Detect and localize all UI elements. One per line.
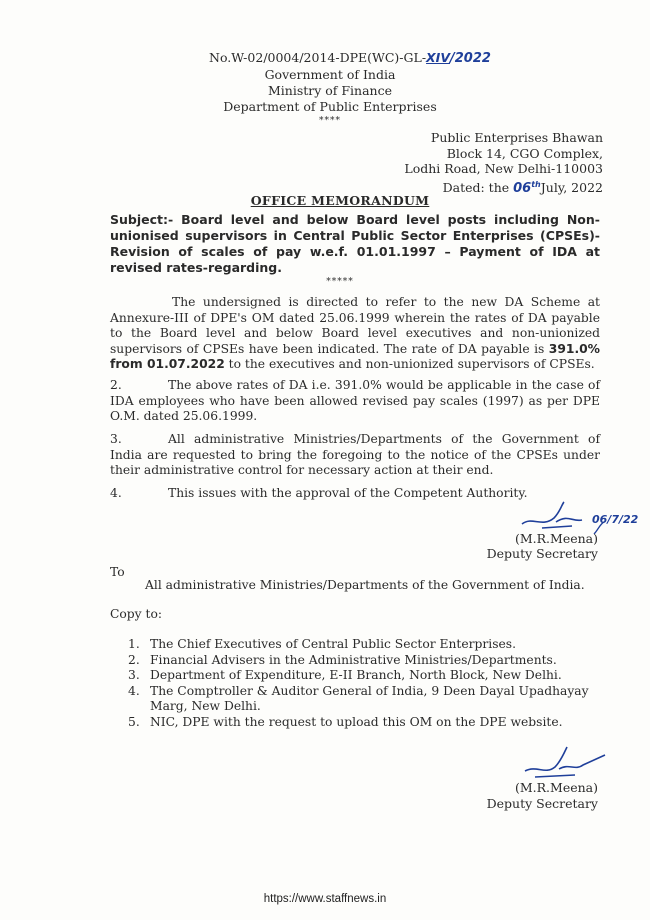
- to-recipient: All administrative Ministries/Departments of the Government of India.: [145, 578, 585, 592]
- address-block: [303, 130, 603, 196]
- department-name: Department of Public Enterprises: [223, 99, 437, 114]
- dated-line: Dated: the 06thJuly, 2022: [442, 179, 603, 196]
- signature-1-designation: Deputy Secretary: [486, 546, 598, 561]
- copy-to-item: 2. Financial Advisers in the Administrative Ministries/Departments.: [128, 652, 557, 667]
- gov-name: Government of India: [264, 67, 396, 82]
- paragraph-1: The undersigned is directed to refer to the new DA Scheme at Annexure-III of DPE's OM dated 25.06.1999 wherein the rates of DA payable to the Board level and below Board level executives and non-unionized supervisors of CPSEs have been indicated. The rate of DA payable is 391.0% from 01.07.2022 to the executives and non-unionized supervisors of CPSEs.: [110, 295, 600, 372]
- reference-number: No.W-02/0004/2014-DPE(WC)-GL-XIV/2022: [209, 50, 491, 66]
- address-line2: Block 14, CGO Complex,: [446, 145, 603, 161]
- copy-to-item: 4. The Comptroller & Auditor General of India, 9 Deen Dayal Upadhayay Marg, New Delhi.: [128, 683, 589, 713]
- address-line3: Lodhi Road, New Delhi-110003: [404, 161, 603, 176]
- signature-1-name: (M.R.Meena): [514, 531, 598, 546]
- footer-url[interactable]: https://www.staffnews.in: [263, 893, 387, 905]
- ministry-name: Ministry of Finance: [267, 83, 393, 98]
- copy-to-item: 3. Department of Expenditure, E-II Branch, North Block, New Delhi.: [128, 668, 562, 682]
- memo-title: OFFICE MEMORANDUM: [250, 193, 430, 208]
- copy-to-item: 1. The Chief Executives of Central Public Sector Enterprises.: [128, 637, 517, 651]
- da-rate-highlight: 391.0% from 01.07.2022: [110, 341, 600, 372]
- handwritten-day: 06: [513, 180, 532, 196]
- subject-stars: *****: [326, 277, 354, 287]
- subject: Subject:- Board level and below Board level posts including Non-unionised supervisors in Central Public Sector Enterprises (CPSEs)-Revision of scales of pay w.e.f. 01.01.1997 – Payment of IDA at revised rates-regarding.: [110, 212, 600, 275]
- signature-2-name: (M.R.Meena): [514, 780, 598, 795]
- handwritten-ref: XIV: [426, 50, 451, 65]
- paragraph-2: 2. The above rates of DA i.e. 391.0% would be applicable in the case of IDA employees who have been allowed revised pay scales (1997) as per DPE O.M. dated 25.06.1999.: [110, 378, 600, 424]
- to-label: To: [110, 565, 125, 579]
- signature-1-date: 06/7/22: [592, 513, 639, 526]
- header-stars: ****: [319, 116, 341, 126]
- copy-to-item: 5. NIC, DPE with the request to upload this OM on the DPE website.: [128, 714, 563, 729]
- copy-to-list: [128, 637, 598, 730]
- paragraph-3: 3. All administrative Ministries/Departments of the Government of India are requested to bring the foregoing to the notice of the CPSEs under their administrative control for necessary action at their end.: [110, 432, 600, 478]
- address-line1: Public Enterprises Bhawan: [430, 130, 603, 145]
- signature-2-designation: Deputy Secretary: [486, 796, 598, 811]
- paragraph-4: 4. This issues with the approval of the Competent Authority.: [110, 486, 528, 500]
- copy-to-label: Copy to:: [110, 607, 163, 621]
